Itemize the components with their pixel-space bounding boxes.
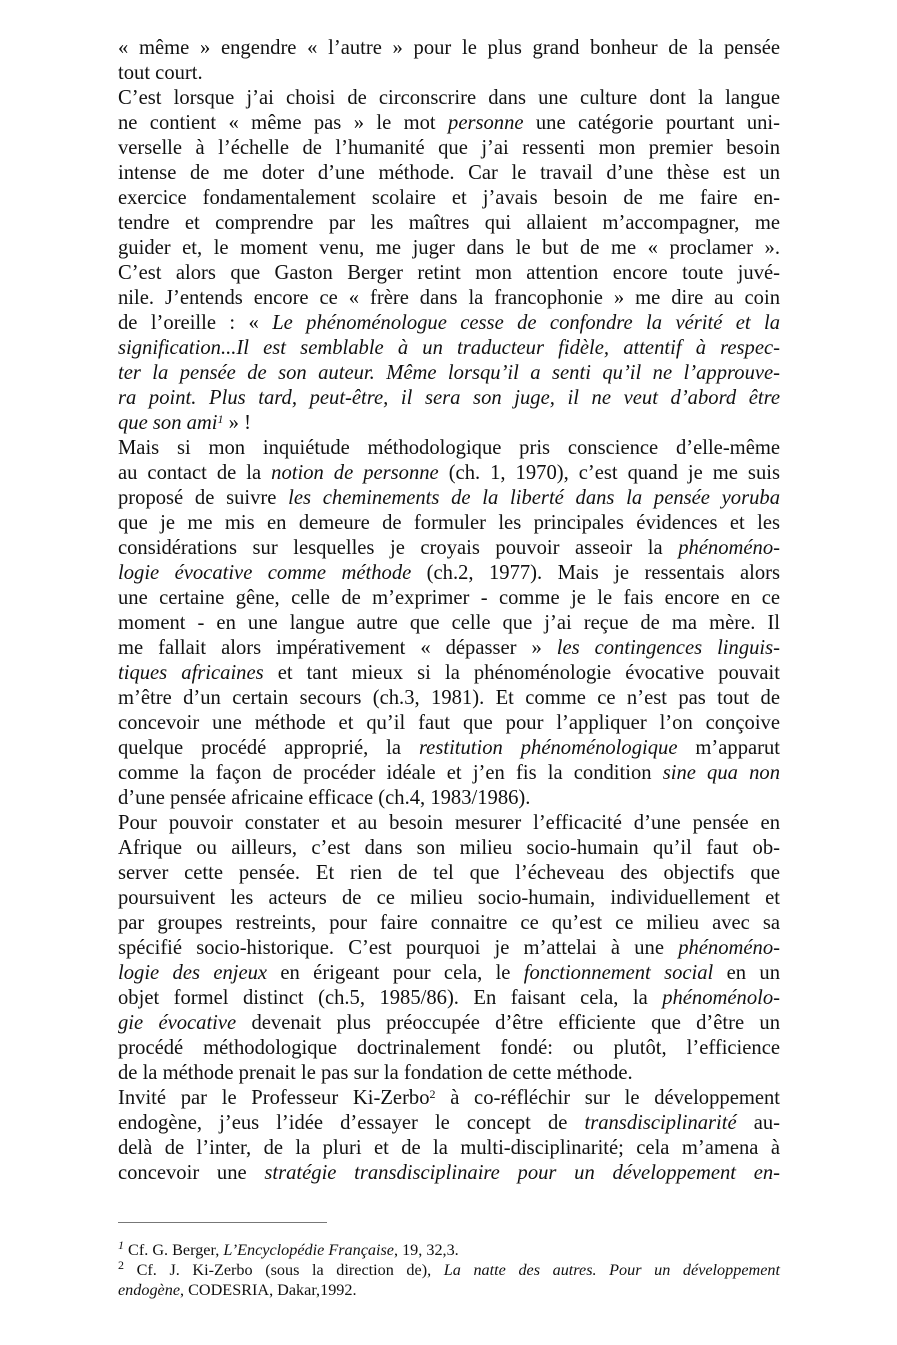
- text-segment: guider et, le moment venu, me juger dans le but de me « proclamer ».: [118, 237, 780, 259]
- italic-text: ra point. Plus tard, peut-être, il sera son juge, il ne veut d’abord être: [118, 387, 780, 409]
- italic-text: les cheminements de la liberté dans la pensée yoruba: [288, 487, 780, 509]
- text-line: [118, 736, 780, 761]
- text-line: [118, 936, 780, 961]
- italic-text: fonctionnement social: [523, 962, 714, 984]
- text-segment: « même » engendre « l’autre » pour le plus grand bonheur de la pensée: [118, 37, 780, 59]
- text-segment: » !: [223, 412, 251, 434]
- text-segment: devenait plus préoccupée d’être efficiente que d’être un: [236, 1012, 781, 1034]
- text-line: [118, 61, 780, 86]
- text-line: [118, 911, 780, 936]
- text-line: [118, 186, 780, 211]
- text-segment: objet formel distinct (ch.5, 1985/86). En faisant cela, la: [118, 987, 663, 1009]
- text-segment: tout court.: [118, 62, 203, 84]
- text-line: [118, 661, 780, 686]
- text-segment: , CODESRIA, Dakar,1992.: [180, 1281, 357, 1299]
- text-segment: et tant mieux si la phénoménologie évocative pouvait: [263, 662, 780, 684]
- footnote-marker: 1: [118, 1238, 124, 1252]
- text-line: [118, 1280, 780, 1300]
- text-segment: m’être d’un certain secours (ch.3, 1981). Et comme ce n’est pas tout de: [118, 687, 780, 709]
- text-line: [118, 986, 780, 1011]
- text-line: [118, 1061, 780, 1086]
- text-line: [118, 711, 780, 736]
- italic-text: phénoméno-: [678, 537, 780, 559]
- text-segment: quelque procédé approprié, la: [118, 737, 419, 759]
- italic-text: gie évocative: [118, 1012, 237, 1034]
- text-line: [118, 36, 780, 61]
- footnote: [118, 1240, 780, 1260]
- text-line: [118, 486, 780, 511]
- italic-text: restitution phénoménologique: [418, 737, 678, 759]
- text-segment: d’une pensée africaine efficace (ch.4, 1983/1986).: [118, 787, 531, 809]
- text-line: [118, 586, 780, 611]
- text-line: [118, 886, 780, 911]
- text-segment: C’est alors que Gaston Berger retint mon attention encore toute juvé-: [118, 262, 780, 284]
- text-segment: exercice fondamentalement scolaire et j’avais besoin de me faire en-: [118, 187, 780, 209]
- paragraph: [118, 1086, 780, 1186]
- text-segment: delà de l’inter, de la pluri et de la multi-disciplinarité; cela m’amena à: [118, 1137, 780, 1159]
- text-line: [118, 1036, 780, 1061]
- text-segment: une catégorie pourtant uni-: [523, 112, 780, 134]
- italic-text: L’Encyclopédie Française: [223, 1241, 394, 1259]
- text-line: [118, 1086, 780, 1111]
- text-segment: procédé méthodologique doctrinalement fondé: ou plutôt, l’efficience: [118, 1037, 780, 1059]
- text-segment: au-: [736, 1112, 780, 1134]
- text-line: [118, 86, 780, 111]
- text-segment: server cette pensée. Et rien de tel que l’écheveau des objectifs que: [118, 862, 780, 884]
- text-line: [118, 261, 780, 286]
- text-line: [118, 361, 780, 386]
- italic-text: endogène: [118, 1281, 181, 1299]
- text-line: [118, 311, 780, 336]
- text-segment: ne contient « même pas » le mot: [118, 112, 449, 134]
- text-segment: endogène, j’eus l’idée d’essayer le concept de: [118, 1112, 585, 1134]
- text-segment: à co-réfléchir sur le développement: [435, 1087, 781, 1109]
- text-line: [118, 961, 780, 986]
- text-segment: (ch. 1, 1970), c’est quand je me suis: [438, 462, 780, 484]
- text-line: [118, 1161, 780, 1186]
- text-segment: poursuivent les acteurs de ce milieu socio-humain, individuellement et: [118, 887, 780, 909]
- text-line: [118, 561, 780, 586]
- text-line: [118, 1011, 780, 1036]
- text-line: [118, 386, 780, 411]
- text-line: [118, 761, 780, 786]
- italic-text: La natte des autres. Pour un développement: [443, 1261, 780, 1279]
- text-line: [118, 611, 780, 636]
- text-line: [118, 211, 780, 236]
- text-line: [118, 686, 780, 711]
- paragraph: [118, 811, 780, 1086]
- text-segment: par groupes restreints, pour faire connaitre ce qu’est ce milieu avec sa: [118, 912, 780, 934]
- text-line: [118, 1240, 780, 1260]
- italic-text: sine qua non: [662, 762, 780, 784]
- text-segment: spécifié socio-historique. C’est pourquoi je m’attelai à une: [118, 937, 679, 959]
- paragraph: [118, 36, 780, 86]
- text-line: [118, 511, 780, 536]
- text-line: [118, 411, 780, 436]
- italic-text: stratégie transdisciplinaire pour un développement en-: [264, 1162, 780, 1184]
- italic-text: ter la pensée de son auteur. Même lorsqu’il a senti qu’il ne l’approuve-: [118, 362, 780, 384]
- text-segment: Invité par le Professeur Ki-Zerbo: [118, 1087, 430, 1109]
- text-line: [118, 836, 780, 861]
- text-line: [118, 236, 780, 261]
- text-segment: Afrique ou ailleurs, c’est dans son milieu socio-humain qu’il faut ob-: [118, 837, 780, 859]
- text-line: [118, 111, 780, 136]
- text-segment: verselle à l’échelle de l’humanité que j’ai ressenti mon premier besoin: [118, 137, 780, 159]
- page-body: [118, 36, 780, 1186]
- text-line: [118, 1136, 780, 1161]
- italic-text: personne: [448, 112, 524, 134]
- text-segment: comme la façon de procéder idéale et j’en fis la condition: [118, 762, 663, 784]
- text-line: [118, 436, 780, 461]
- text-segment: Mais si mon inquiétude méthodologique pris conscience d’elle-même: [118, 437, 780, 459]
- italic-text: signification...Il est semblable à un traducteur fidèle, attentif à respec-: [118, 337, 780, 359]
- italic-text: que son ami: [118, 412, 218, 434]
- text-segment: de la méthode prenait le pas sur la fondation de cette méthode.: [118, 1062, 633, 1084]
- text-line: [118, 286, 780, 311]
- text-line: [118, 461, 780, 486]
- italic-text: les contingences linguis-: [556, 637, 781, 659]
- text-line: [118, 336, 780, 361]
- italic-text: logie évocative comme méthode: [118, 562, 412, 584]
- text-segment: (ch.2, 1977). Mais je ressentais alors: [411, 562, 780, 584]
- italic-text: logie des enjeux: [118, 962, 268, 984]
- text-line: [118, 861, 780, 886]
- text-segment: , 19, 32,3.: [393, 1241, 459, 1259]
- italic-text: tiques africaines: [118, 662, 264, 684]
- text-segment: m’apparut: [677, 737, 781, 759]
- italic-text: notion de personne: [271, 462, 439, 484]
- text-segment: proposé de suivre: [118, 487, 289, 509]
- text-segment: de l’oreille : «: [118, 312, 273, 334]
- text-segment: tendre et comprendre par les maîtres qui allaient m’accompagner, me: [118, 212, 780, 234]
- italic-text: Le phénoménologue cesse de confondre la vérité et la: [272, 312, 781, 334]
- text-segment: C’est lorsque j’ai choisi de circonscrire dans une culture dont la langue: [118, 87, 780, 109]
- footnote-marker: 2: [118, 1258, 124, 1272]
- text-segment: au contact de la: [118, 462, 272, 484]
- footnote: [118, 1260, 780, 1300]
- text-line: [118, 161, 780, 186]
- text-segment: concevoir une méthode et qu’il faut que pour l’appliquer l’on conçoive: [118, 712, 780, 734]
- italic-text: phénoméno-: [678, 937, 780, 959]
- paragraph: [118, 86, 780, 436]
- text-line: [118, 1111, 780, 1136]
- italic-text: phénoménolo-: [662, 987, 780, 1009]
- footnotes: [118, 1240, 780, 1300]
- text-segment: moment - en une langue autre que celle que j’ai reçue de ma mère. Il: [118, 612, 780, 634]
- text-segment: que je me mis en demeure de formuler les principales évidences et les: [118, 512, 780, 534]
- italic-text: transdisciplinarité: [584, 1112, 737, 1134]
- text-line: [118, 786, 780, 811]
- text-segment: intense de me doter d’une méthode. Car le travail d’une thèse est un: [118, 162, 780, 184]
- text-segment: Pour pouvoir constater et au besoin mesurer l’efficacité d’une pensée en: [118, 812, 780, 834]
- text-segment: considérations sur lesquelles je croyais pouvoir asseoir la: [118, 537, 679, 559]
- text-segment: Cf. J. Ki-Zerbo (sous la direction de),: [124, 1261, 444, 1279]
- text-line: [118, 136, 780, 161]
- text-line: [118, 1260, 780, 1280]
- text-line: [118, 636, 780, 661]
- text-segment: en un: [713, 962, 780, 984]
- footnote-separator: [118, 1222, 327, 1223]
- text-segment: concevoir une: [118, 1162, 265, 1184]
- text-segment: nile. J’entends encore ce « frère dans la francophonie » me dire au coin: [118, 287, 780, 309]
- paragraph: [118, 436, 780, 811]
- text-segment: me fallait alors impérativement « dépasser »: [118, 637, 557, 659]
- text-segment: en érigeant pour cela, le: [267, 962, 524, 984]
- text-line: [118, 536, 780, 561]
- footnote-marker: 1: [217, 412, 224, 426]
- text-segment: Cf. G. Berger,: [124, 1241, 224, 1259]
- text-segment: une certaine gêne, celle de m’exprimer - comme je le fais encore en ce: [118, 587, 780, 609]
- text-line: [118, 811, 780, 836]
- footnote-marker: 2: [429, 1087, 436, 1101]
